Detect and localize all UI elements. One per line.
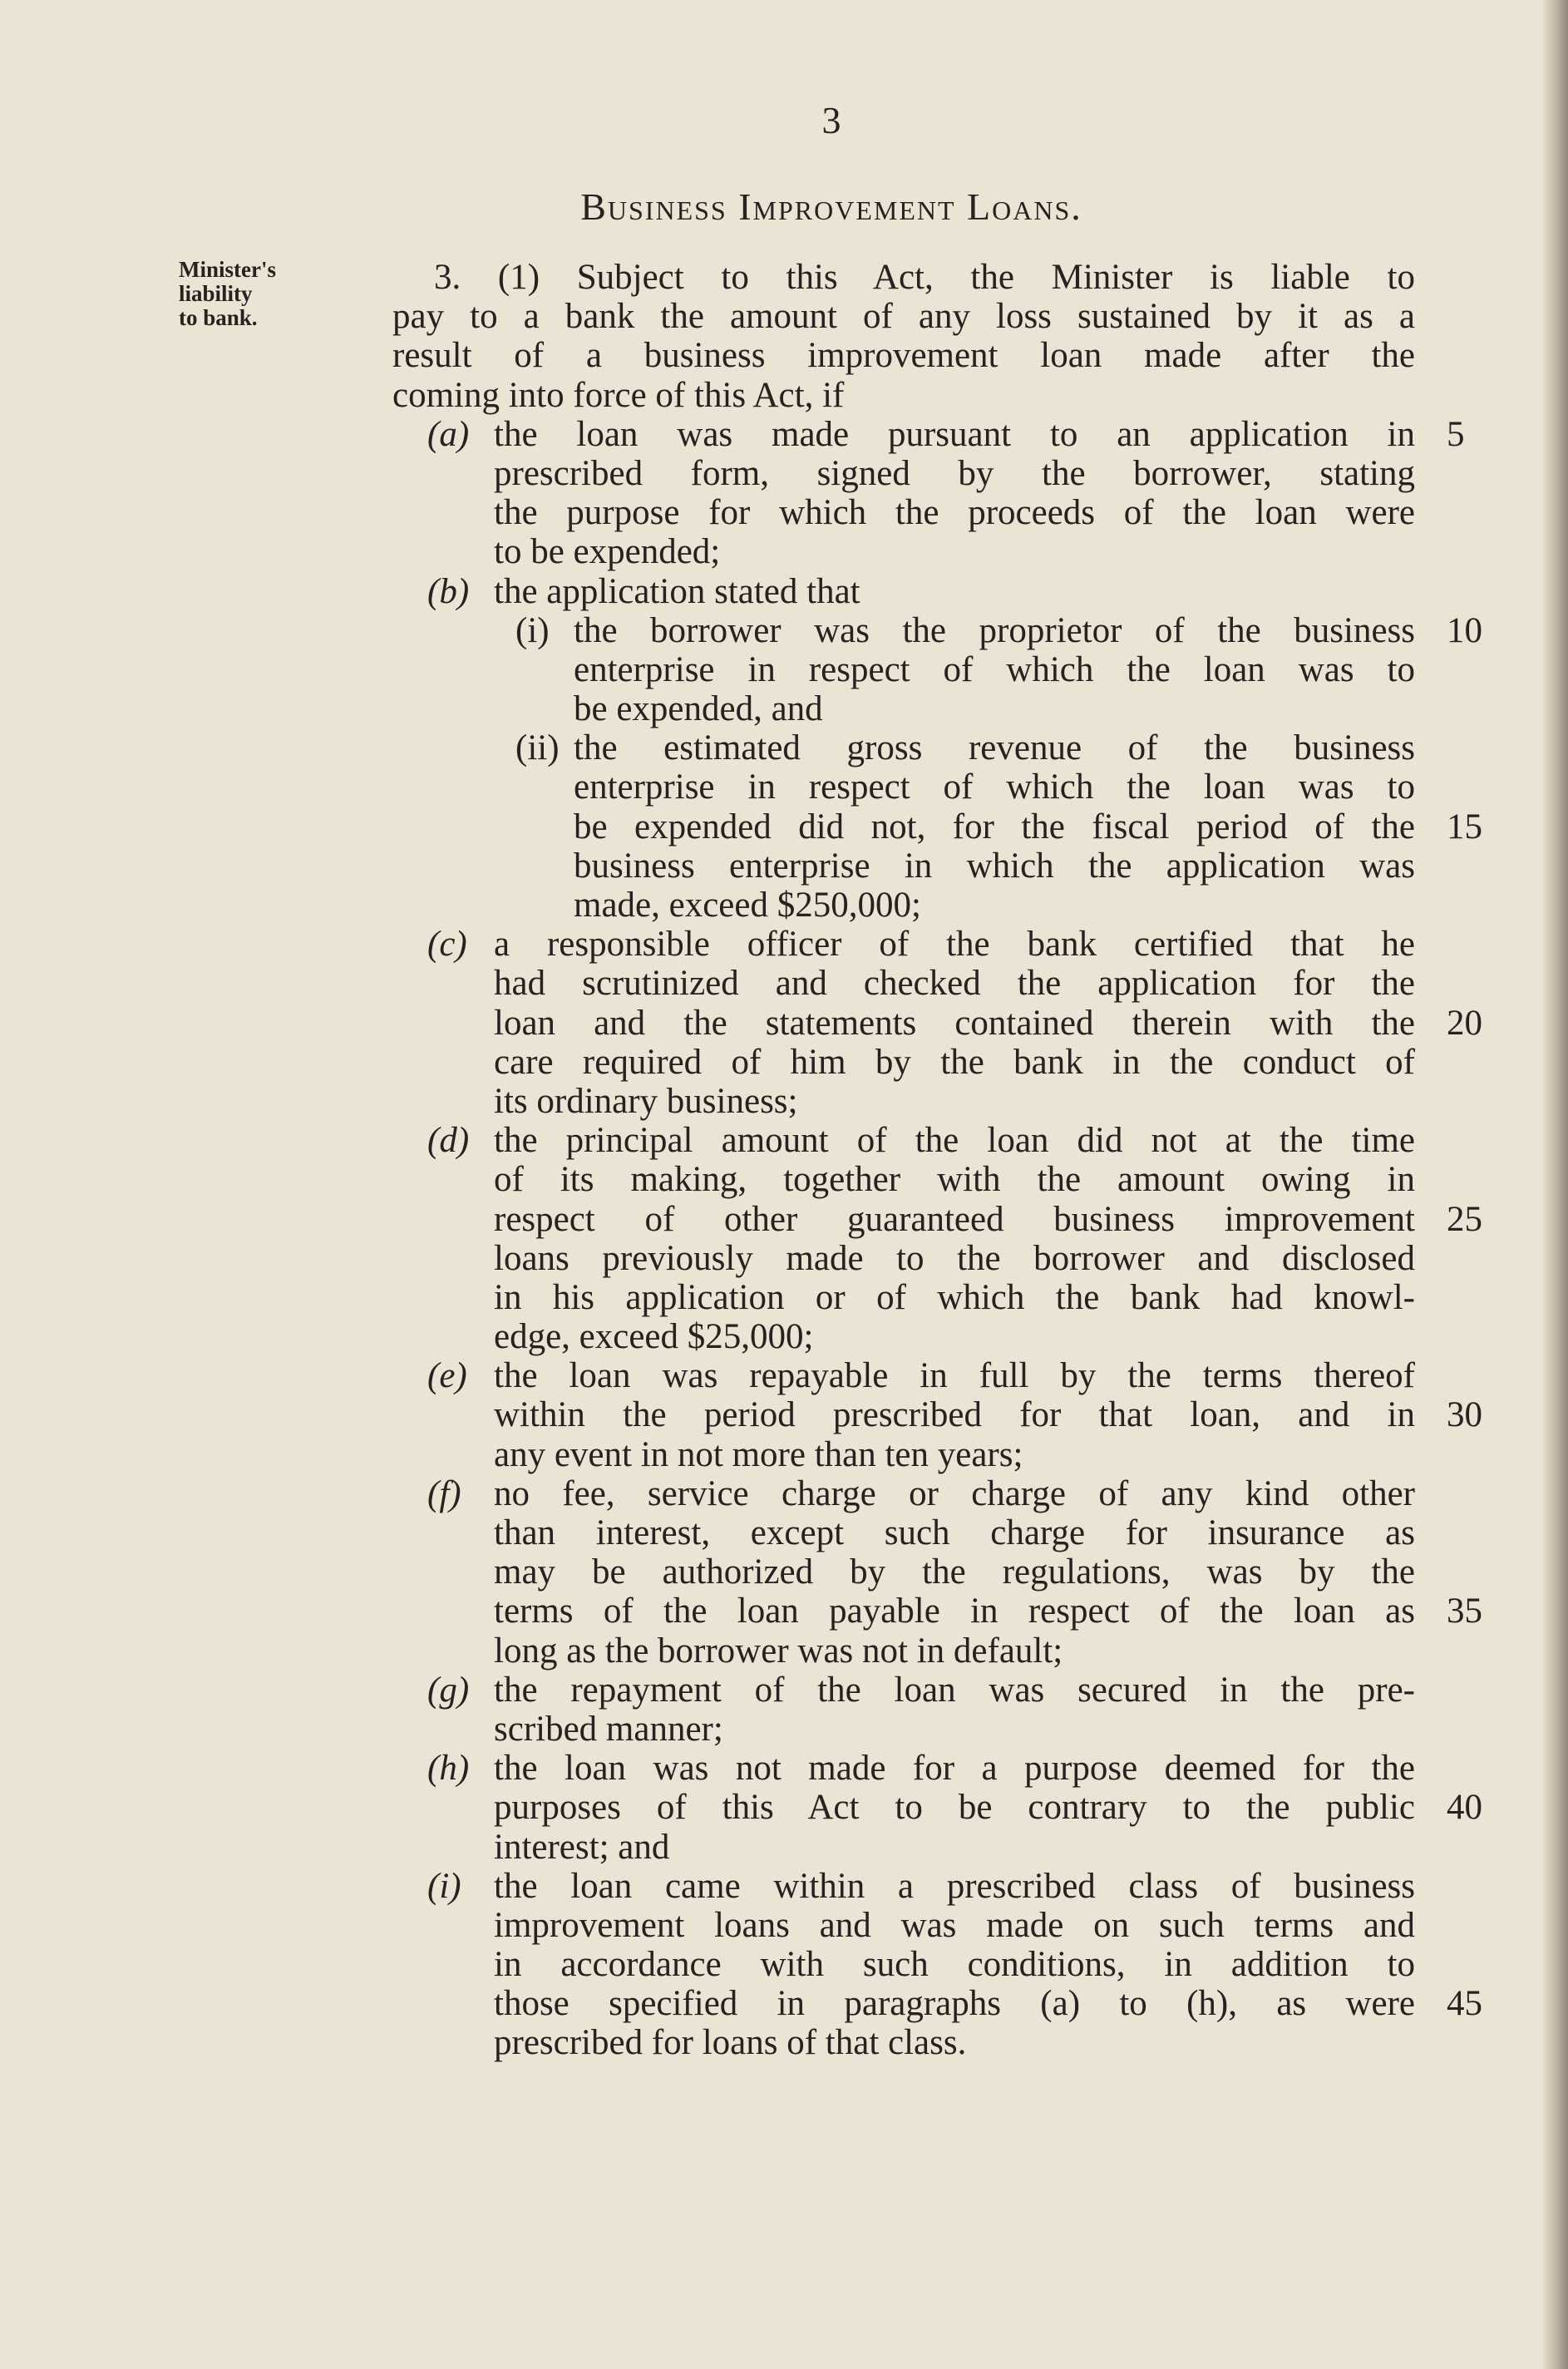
line-number: 10 [1447,610,1482,650]
text-line [392,1474,1415,1513]
line-text: pay to a bank the amount of any loss sustained by it as a [392,297,1415,337]
text-line [392,1356,1415,1395]
line-text: be expended, and [574,689,823,729]
line-text: its ordinary business; [494,1081,798,1121]
line-text: result of a business improvement loan made after the [392,336,1415,376]
line-number: 20 [1447,1003,1482,1043]
line-number: 25 [1447,1199,1482,1239]
line-text: made, exceed $250,000; [574,886,921,925]
line-text: the principal amount of the loan did not at the time [494,1121,1415,1161]
line-text: loans previously made to the borrower and disclosed [494,1238,1415,1278]
margin-note-line: liability [179,281,253,306]
margin-note-line: Minister's [179,257,276,282]
line-text: had scrutinized and checked the application for the [494,964,1415,1004]
line-text: 3. (1) Subject to this Act, the Minister is liable to [434,258,1415,297]
line-number: 35 [1447,1592,1482,1631]
section-heading: Business Improvement Loans. [580,185,1082,228]
text-line [392,689,1415,728]
line-text: improvement loans and was made on such terms and [494,1905,1415,1945]
line-text: be expended did not, for the fiscal period of the [574,807,1415,846]
text-line [392,1788,1482,1828]
text-line [392,1552,1415,1592]
paragraph-label: (f) [427,1473,461,1513]
paragraph-label: (i) [427,1866,461,1906]
line-number: 40 [1447,1788,1482,1828]
line-number: 5 [1447,414,1465,454]
text-line [392,1867,1415,1906]
paragraph-label: (g) [427,1670,470,1710]
paragraph-label: (d) [427,1121,470,1161]
line-text: the application stated that [494,571,860,611]
line-text: the estimated gross revenue of the business [574,728,1415,768]
line-text: to be expended; [494,532,721,572]
text-line [392,1631,1415,1671]
paragraph-label: (a) [427,414,470,454]
line-text: those specified in paragraphs (a) to (h), as were [494,1984,1415,2024]
text-line [392,1984,1482,2024]
line-text: a responsible officer of the bank certified that he [494,925,1415,965]
line-text: any event in not more than ten years; [494,1434,1023,1474]
text-line [392,1592,1482,1631]
line-text: the repayment of the loan was secured in the pre- [494,1670,1415,1710]
line-text: enterprise in respect of which the loan was to [574,767,1415,807]
line-text: the purpose for which the proceeds of the loan were [494,493,1415,533]
line-text: coming into force of this Act, if [392,375,845,415]
text-line [392,1317,1415,1356]
line-text: care required of him by the bank in the conduct of [494,1042,1415,1082]
text-line [392,454,1415,493]
text-line [392,1906,1415,1945]
text-line [392,1239,1415,1278]
section-body [392,258,1482,2063]
line-text: terms of the loan payable in respect of the loan as [494,1592,1415,1631]
text-line [392,767,1415,807]
text-line [392,1199,1482,1239]
subparagraph-label: (ii) [515,728,560,768]
text-line [392,572,1415,611]
text-line [392,532,1415,571]
paragraph-label: (e) [427,1356,467,1396]
line-text: enterprise in respect of which the loan was to [574,649,1415,689]
text-line [392,1435,1415,1474]
line-text: the loan was made pursuant to an application in [494,414,1415,454]
line-text: interest; and [494,1827,670,1867]
margin-note-line: to bank. [179,305,258,330]
line-text: may be authorized by the regulations, was by the [494,1552,1415,1592]
text-line [392,336,1415,375]
text-line [392,728,1415,767]
text-line [392,610,1482,650]
text-line [392,925,1415,964]
line-text: business enterprise in which the application was [574,846,1415,886]
text-line [392,1671,1415,1710]
paragraph-label: (h) [427,1749,470,1789]
text-line [392,1121,1415,1160]
line-text: in his application or of which the bank had knowl- [494,1277,1415,1317]
line-text: the loan came within a prescribed class of business [494,1866,1415,1906]
line-text: edge, exceed $25,000; [494,1317,814,1357]
paragraph-label: (b) [427,571,470,611]
line-text: within the period prescribed for that loan, and in [494,1395,1415,1435]
line-text: than interest, except such charge for insurance as [494,1513,1415,1552]
text-line [392,1082,1415,1121]
line-number: 45 [1447,1984,1482,2024]
line-text: scribed manner; [494,1709,723,1749]
text-line [392,376,1415,415]
text-line [392,1160,1415,1199]
line-text: loan and the statements contained therein with the [494,1003,1415,1043]
line-text: the borrower was the proprietor of the business [574,610,1415,650]
line-text: long as the borrower was not in default; [494,1631,1063,1671]
text-line [392,886,1415,925]
line-text: respect of other guaranteed business improvement [494,1199,1415,1239]
line-text: the loan was not made for a purpose deemed for the [494,1749,1415,1789]
text-line [392,807,1482,846]
text-line [392,1278,1415,1317]
text-line [392,258,1415,297]
line-text: of its making, together with the amount owing in [494,1160,1415,1200]
text-line [392,1828,1415,1867]
text-line [392,297,1415,336]
paragraph-label: (c) [427,925,467,965]
line-text: purposes of this Act to be contrary to the public [494,1788,1415,1828]
text-line [392,1749,1415,1788]
line-text: no fee, service charge or charge of any kind other [494,1473,1415,1513]
line-text: the loan was repayable in full by the terms thereof [494,1356,1415,1396]
line-text: prescribed for loans of that class. [494,2023,967,2063]
text-line [392,1513,1415,1552]
text-line [392,2023,1415,2062]
text-line [392,493,1415,532]
line-text: prescribed form, signed by the borrower, stating [494,453,1415,493]
subparagraph-label: (i) [515,610,550,650]
text-line [392,1003,1482,1043]
text-line [392,1945,1415,1984]
margin-note [179,258,345,330]
line-number: 15 [1447,807,1482,846]
text-line [392,414,1465,454]
page-number: 3 [821,99,841,141]
line-number: 30 [1447,1395,1482,1435]
text-line [392,846,1415,886]
text-line [392,1395,1482,1435]
text-line [392,650,1415,689]
line-text: in accordance with such conditions, in addition to [494,1945,1415,1985]
text-line [392,1710,1415,1749]
text-line [392,964,1415,1003]
text-line [392,1043,1415,1082]
